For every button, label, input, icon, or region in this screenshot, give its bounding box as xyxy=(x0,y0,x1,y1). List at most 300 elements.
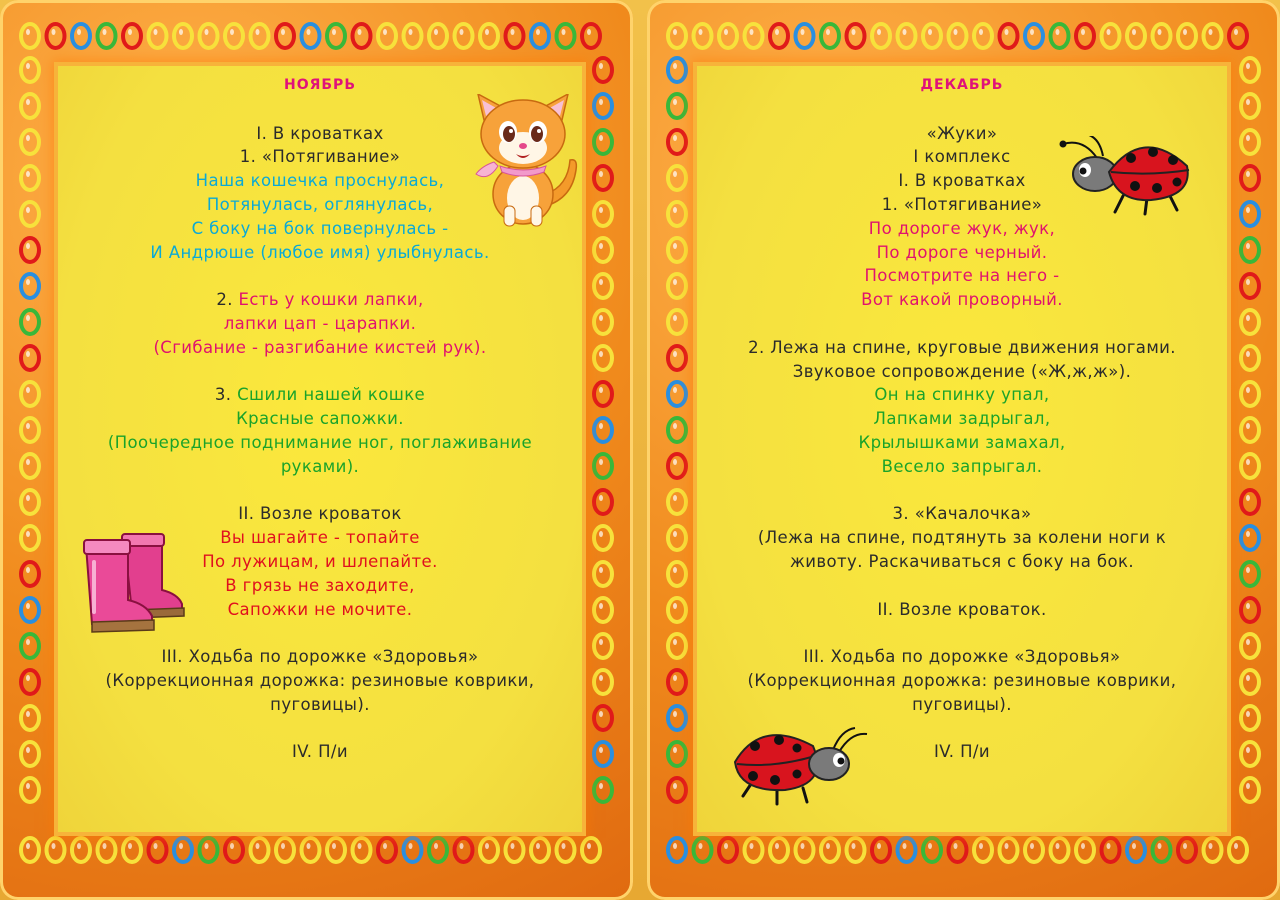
ring-highlight xyxy=(599,603,603,609)
ring-highlight xyxy=(599,63,603,69)
decorative-ring xyxy=(1102,838,1120,862)
decorative-ring xyxy=(1241,706,1259,730)
ring-highlight xyxy=(26,783,30,789)
poem-line: Вы шагайте - топайте xyxy=(220,528,420,548)
decorative-ring xyxy=(378,838,396,862)
decorative-ring xyxy=(429,838,447,862)
decorative-ring xyxy=(847,838,865,862)
ring-highlight xyxy=(511,29,515,35)
decorative-ring xyxy=(21,166,39,190)
decorative-ring xyxy=(594,598,612,622)
decorative-ring xyxy=(531,24,549,48)
decorative-ring xyxy=(1127,838,1145,862)
rubber-boots-illustration xyxy=(78,532,188,636)
ring-highlight xyxy=(673,351,677,357)
decorative-ring xyxy=(21,634,39,658)
poem-line: Потянулась, оглянулась, xyxy=(206,194,434,214)
decorative-ring xyxy=(21,130,39,154)
ring-highlight xyxy=(26,279,30,285)
exercise-heading: 1. «Потягивание» xyxy=(881,194,1043,214)
instruction-line: (Поочередное поднимание ног, поглаживание xyxy=(107,432,533,452)
ring-highlight xyxy=(460,29,464,35)
decorative-ring xyxy=(594,382,612,406)
exercise-line xyxy=(58,383,582,407)
ring-highlight xyxy=(877,843,881,849)
ring-highlight xyxy=(673,315,677,321)
ring-highlight xyxy=(128,29,132,35)
decorative-ring xyxy=(47,838,65,862)
decorative-ring xyxy=(1051,838,1069,862)
decorative-ring xyxy=(47,24,65,48)
decorative-ring xyxy=(455,24,473,48)
ring-highlight xyxy=(673,171,677,177)
ring-highlight xyxy=(26,459,30,465)
decorative-ring xyxy=(1076,838,1094,862)
decorative-ring xyxy=(21,202,39,226)
decorative-ring xyxy=(1229,838,1247,862)
poem-line: В грязь не заходите, xyxy=(225,575,415,595)
decorative-ring xyxy=(251,838,269,862)
ring-highlight xyxy=(383,29,387,35)
decorative-ring xyxy=(594,202,612,226)
decorative-ring xyxy=(1241,670,1259,694)
decorative-ring xyxy=(923,838,941,862)
decorative-ring xyxy=(1153,24,1171,48)
section-heading: III. Ходьба по дорожке «Здоровья» xyxy=(161,647,479,667)
ring-highlight xyxy=(599,387,603,393)
ring-highlight xyxy=(775,843,779,849)
ring-highlight xyxy=(954,843,958,849)
ring-highlight xyxy=(26,711,30,717)
poem-line: Красные сапожки. xyxy=(236,409,404,429)
ring-highlight xyxy=(179,843,183,849)
decorative-ring xyxy=(582,24,600,48)
ring-highlight xyxy=(599,207,603,213)
ring-highlight xyxy=(154,29,158,35)
ring-highlight xyxy=(1246,531,1250,537)
decorative-ring xyxy=(1241,346,1259,370)
decorative-ring xyxy=(668,58,686,82)
ring-highlight xyxy=(26,171,30,177)
ring-highlight xyxy=(1246,243,1250,249)
decorative-ring xyxy=(1241,166,1259,190)
page-title-right: ДЕКАБРЬ xyxy=(920,77,1004,93)
ring-highlight xyxy=(307,843,311,849)
complex-number: I комплекс xyxy=(913,147,1011,167)
ring-highlight xyxy=(826,843,830,849)
decorative-ring xyxy=(1178,838,1196,862)
decorative-ring xyxy=(796,24,814,48)
ring-highlight xyxy=(599,459,603,465)
decorative-ring xyxy=(378,24,396,48)
decorative-ring xyxy=(276,24,294,48)
instruction-line: пуговицы). xyxy=(912,694,1012,714)
ring-highlight xyxy=(599,783,603,789)
ring-highlight xyxy=(673,29,677,35)
ring-highlight xyxy=(383,843,387,849)
poem-line: Крылышками замахал, xyxy=(858,432,1066,452)
decorative-ring xyxy=(872,838,890,862)
ring-highlight xyxy=(852,843,856,849)
ring-highlight xyxy=(724,29,728,35)
decorative-ring xyxy=(225,838,243,862)
poem-line: Вот какой проворный. xyxy=(861,290,1063,310)
ring-highlight xyxy=(26,675,30,681)
decorative-ring xyxy=(21,58,39,82)
decorative-ring xyxy=(898,838,916,862)
decorative-ring xyxy=(353,838,371,862)
decorative-ring xyxy=(98,24,116,48)
poem-line: С боку на бок повернулась - xyxy=(191,218,449,238)
ring-highlight xyxy=(903,843,907,849)
ring-highlight xyxy=(230,29,234,35)
ring-highlight xyxy=(128,843,132,849)
decorative-ring xyxy=(123,24,141,48)
decorative-ring xyxy=(668,202,686,226)
decorative-ring xyxy=(98,838,116,862)
ring-highlight xyxy=(52,843,56,849)
decorative-ring xyxy=(898,24,916,48)
decorative-ring xyxy=(668,706,686,730)
page-title-left: НОЯБРЬ xyxy=(283,77,356,93)
decorative-ring xyxy=(21,24,39,48)
ring-highlight xyxy=(775,29,779,35)
ring-highlight xyxy=(1132,29,1136,35)
decorative-ring xyxy=(668,562,686,586)
ring-highlight xyxy=(1246,747,1250,753)
decorative-ring xyxy=(594,418,612,442)
ring-highlight xyxy=(673,843,677,849)
ring-highlight xyxy=(26,99,30,105)
ring-highlight xyxy=(954,29,958,35)
decorative-ring xyxy=(594,562,612,586)
decorative-ring xyxy=(668,526,686,550)
decorative-ring xyxy=(251,24,269,48)
ring-highlight xyxy=(587,843,591,849)
ring-highlight xyxy=(673,63,677,69)
ring-highlight xyxy=(256,843,260,849)
ring-highlight xyxy=(826,29,830,35)
decorative-ring xyxy=(506,24,524,48)
ring-highlight xyxy=(230,843,234,849)
decorative-ring xyxy=(404,24,422,48)
decorative-ring xyxy=(200,838,218,862)
exercise-heading: 3. «Качалочка» xyxy=(892,504,1032,524)
ring-highlight xyxy=(673,495,677,501)
ring-highlight xyxy=(1107,843,1111,849)
decorative-ring xyxy=(1241,454,1259,478)
decorative-ring xyxy=(353,24,371,48)
decorative-ring xyxy=(594,742,612,766)
poem-line: По дороге черный. xyxy=(876,242,1048,262)
ring-highlight xyxy=(562,29,566,35)
left-page xyxy=(0,0,633,900)
exercise-number: 3. xyxy=(214,385,232,405)
decorative-ring xyxy=(1241,634,1259,658)
ring-highlight xyxy=(1234,29,1238,35)
decorative-ring xyxy=(455,838,473,862)
decorative-ring xyxy=(668,670,686,694)
ring-highlight xyxy=(26,495,30,501)
decorative-ring xyxy=(872,24,890,48)
ring-highlight xyxy=(26,603,30,609)
decorative-ring xyxy=(327,24,345,48)
section-heading: II. Возле кроваток xyxy=(238,504,402,524)
decorative-ring xyxy=(668,634,686,658)
decorative-ring xyxy=(668,24,686,48)
ring-highlight xyxy=(1246,315,1250,321)
decorative-ring xyxy=(1204,838,1222,862)
instruction-line: пуговицы). xyxy=(270,694,370,714)
decorative-ring xyxy=(974,24,992,48)
decorative-ring xyxy=(1241,778,1259,802)
ring-highlight xyxy=(1246,387,1250,393)
decorative-ring xyxy=(302,24,320,48)
ring-highlight xyxy=(599,279,603,285)
ring-highlight xyxy=(26,639,30,645)
decorative-ring xyxy=(21,598,39,622)
decorative-ring xyxy=(694,24,712,48)
decorative-ring xyxy=(582,838,600,862)
ring-highlight xyxy=(154,843,158,849)
poem-line: Лапками задрыгал, xyxy=(873,409,1051,429)
instruction-line: (Сгибание - разгибание кистей рук). xyxy=(153,337,487,357)
ring-highlight xyxy=(1246,567,1250,573)
ring-highlight xyxy=(1246,423,1250,429)
ring-highlight xyxy=(511,843,515,849)
ring-highlight xyxy=(673,531,677,537)
ring-highlight xyxy=(1005,843,1009,849)
ring-highlight xyxy=(26,567,30,573)
decorative-ring xyxy=(796,838,814,862)
decorative-ring xyxy=(745,838,763,862)
ring-highlight xyxy=(903,29,907,35)
decorative-ring xyxy=(557,24,575,48)
ring-highlight xyxy=(26,387,30,393)
ring-highlight xyxy=(26,423,30,429)
ring-highlight xyxy=(599,495,603,501)
decorative-ring xyxy=(21,94,39,118)
decorative-ring xyxy=(770,24,788,48)
decorative-ring xyxy=(72,24,90,48)
ring-highlight xyxy=(673,99,677,105)
decorative-ring xyxy=(21,670,39,694)
ring-highlight xyxy=(103,843,107,849)
decorative-ring xyxy=(1025,838,1043,862)
ring-highlight xyxy=(852,29,856,35)
instruction-line: 2. Лежа на спине, круговые движения ногами. xyxy=(748,337,1176,357)
decorative-ring xyxy=(21,274,39,298)
decorative-ring xyxy=(949,838,967,862)
ring-highlight xyxy=(26,843,30,849)
ring-highlight xyxy=(1246,207,1250,213)
ring-highlight xyxy=(26,351,30,357)
decorative-ring xyxy=(123,838,141,862)
ring-highlight xyxy=(673,567,677,573)
decorative-ring xyxy=(480,838,498,862)
decorative-ring xyxy=(668,454,686,478)
ring-highlight xyxy=(1183,29,1187,35)
ring-highlight xyxy=(599,171,603,177)
kitten-illustration xyxy=(468,94,580,228)
decorative-ring xyxy=(1241,94,1259,118)
decorative-ring xyxy=(174,838,192,862)
ring-highlight xyxy=(1081,843,1085,849)
ring-highlight xyxy=(673,639,677,645)
decorative-ring xyxy=(21,778,39,802)
ring-highlight xyxy=(26,29,30,35)
ring-highlight xyxy=(673,243,677,249)
instruction-line: (Лежа на спине, подтянуть за колени ноги к xyxy=(757,528,1167,548)
decorative-ring xyxy=(72,838,90,862)
decorative-ring xyxy=(594,670,612,694)
ring-highlight xyxy=(332,843,336,849)
decorative-ring xyxy=(1025,24,1043,48)
decorative-ring xyxy=(200,24,218,48)
ring-highlight xyxy=(1246,459,1250,465)
ring-highlight xyxy=(724,843,728,849)
decorative-ring xyxy=(21,238,39,262)
ring-highlight xyxy=(1081,29,1085,35)
instruction-line: (Коррекционная дорожка: резиновые коврики, xyxy=(747,670,1177,690)
decorative-ring xyxy=(21,418,39,442)
ring-highlight xyxy=(1246,783,1250,789)
decorative-ring xyxy=(770,838,788,862)
ring-highlight xyxy=(205,843,209,849)
decorative-ring xyxy=(1241,130,1259,154)
decorative-ring xyxy=(21,742,39,766)
decorative-ring xyxy=(1241,382,1259,406)
ring-highlight xyxy=(750,29,754,35)
decorative-ring xyxy=(594,310,612,334)
decorative-ring xyxy=(21,382,39,406)
poem-line: Сшили нашей кошке xyxy=(237,385,426,405)
ring-highlight xyxy=(1246,675,1250,681)
ring-highlight xyxy=(485,843,489,849)
poem-line: Есть у кошки лапки, xyxy=(238,290,424,310)
decorative-ring xyxy=(1241,490,1259,514)
ring-highlight xyxy=(1234,843,1238,849)
decorative-ring xyxy=(923,24,941,48)
ring-highlight xyxy=(281,29,285,35)
ring-highlight xyxy=(1246,639,1250,645)
section-heading: II. Возле кроваток. xyxy=(877,599,1047,619)
decorative-ring xyxy=(594,130,612,154)
decorative-ring xyxy=(1241,58,1259,82)
ring-highlight xyxy=(1246,279,1250,285)
decorative-ring xyxy=(847,24,865,48)
ring-highlight xyxy=(26,243,30,249)
decorative-ring xyxy=(1000,838,1018,862)
instruction-line: (Коррекционная дорожка: резиновые коврики, xyxy=(105,670,535,690)
ring-highlight xyxy=(1209,29,1213,35)
decorative-ring xyxy=(1204,24,1222,48)
decorative-ring xyxy=(745,24,763,48)
poem-line: Наша кошечка проснулась, xyxy=(195,171,445,191)
ring-highlight xyxy=(434,29,438,35)
ring-highlight xyxy=(673,783,677,789)
decorative-ring xyxy=(21,838,39,862)
decorative-ring xyxy=(1000,24,1018,48)
ring-highlight xyxy=(673,747,677,753)
ring-highlight xyxy=(801,29,805,35)
decorative-ring xyxy=(21,490,39,514)
decorative-ring xyxy=(480,24,498,48)
ring-highlight xyxy=(358,29,362,35)
poem-line: Весело запрыгал. xyxy=(881,456,1043,476)
ring-highlight xyxy=(1132,843,1136,849)
ring-highlight xyxy=(1056,843,1060,849)
decorative-ring xyxy=(668,490,686,514)
decorative-ring xyxy=(21,346,39,370)
ring-highlight xyxy=(928,29,932,35)
ring-highlight xyxy=(673,423,677,429)
ring-highlight xyxy=(673,135,677,141)
ring-highlight xyxy=(1246,603,1250,609)
poem-line: По лужицам, и шлепайте. xyxy=(202,551,438,571)
decorative-ring xyxy=(594,490,612,514)
decorative-ring xyxy=(302,838,320,862)
ladybug-illustration-bottom xyxy=(731,726,873,806)
ring-highlight xyxy=(205,29,209,35)
decorative-ring xyxy=(594,274,612,298)
decorative-ring xyxy=(668,130,686,154)
left-content-panel xyxy=(58,66,582,832)
ring-highlight xyxy=(673,711,677,717)
ring-highlight xyxy=(673,603,677,609)
decorative-ring xyxy=(821,24,839,48)
ring-highlight xyxy=(599,351,603,357)
ring-highlight xyxy=(1158,843,1162,849)
ring-highlight xyxy=(587,29,591,35)
ring-highlight xyxy=(673,279,677,285)
poem-line: Сапожки не мочите. xyxy=(227,599,413,619)
ring-highlight xyxy=(1246,135,1250,141)
ring-highlight xyxy=(1183,843,1187,849)
decorative-ring xyxy=(719,838,737,862)
ring-highlight xyxy=(1158,29,1162,35)
ring-highlight xyxy=(979,843,983,849)
section-heading: I. В кроватках xyxy=(256,123,384,143)
decorative-ring xyxy=(949,24,967,48)
ring-highlight xyxy=(1030,29,1034,35)
exercise-heading: 1. «Потягивание» xyxy=(239,147,401,167)
poem-line: Посмотрите на него - xyxy=(864,266,1060,286)
poem-line: По дороге жук, жук, xyxy=(868,218,1056,238)
decorative-ring xyxy=(594,706,612,730)
decorative-ring xyxy=(21,706,39,730)
decorative-ring xyxy=(1076,24,1094,48)
ring-highlight xyxy=(801,843,805,849)
decorative-ring xyxy=(594,778,612,802)
decorative-ring xyxy=(1127,24,1145,48)
ring-highlight xyxy=(460,843,464,849)
ring-highlight xyxy=(673,459,677,465)
decorative-ring xyxy=(594,454,612,478)
decorative-ring xyxy=(594,166,612,190)
decorative-ring xyxy=(668,238,686,262)
ring-highlight xyxy=(1246,99,1250,105)
decorative-ring xyxy=(506,838,524,862)
ring-highlight xyxy=(1246,495,1250,501)
decorative-ring xyxy=(149,24,167,48)
ring-highlight xyxy=(358,843,362,849)
decorative-ring xyxy=(276,838,294,862)
ring-highlight xyxy=(485,29,489,35)
decorative-ring xyxy=(821,838,839,862)
decorative-ring xyxy=(594,58,612,82)
ring-highlight xyxy=(77,29,81,35)
